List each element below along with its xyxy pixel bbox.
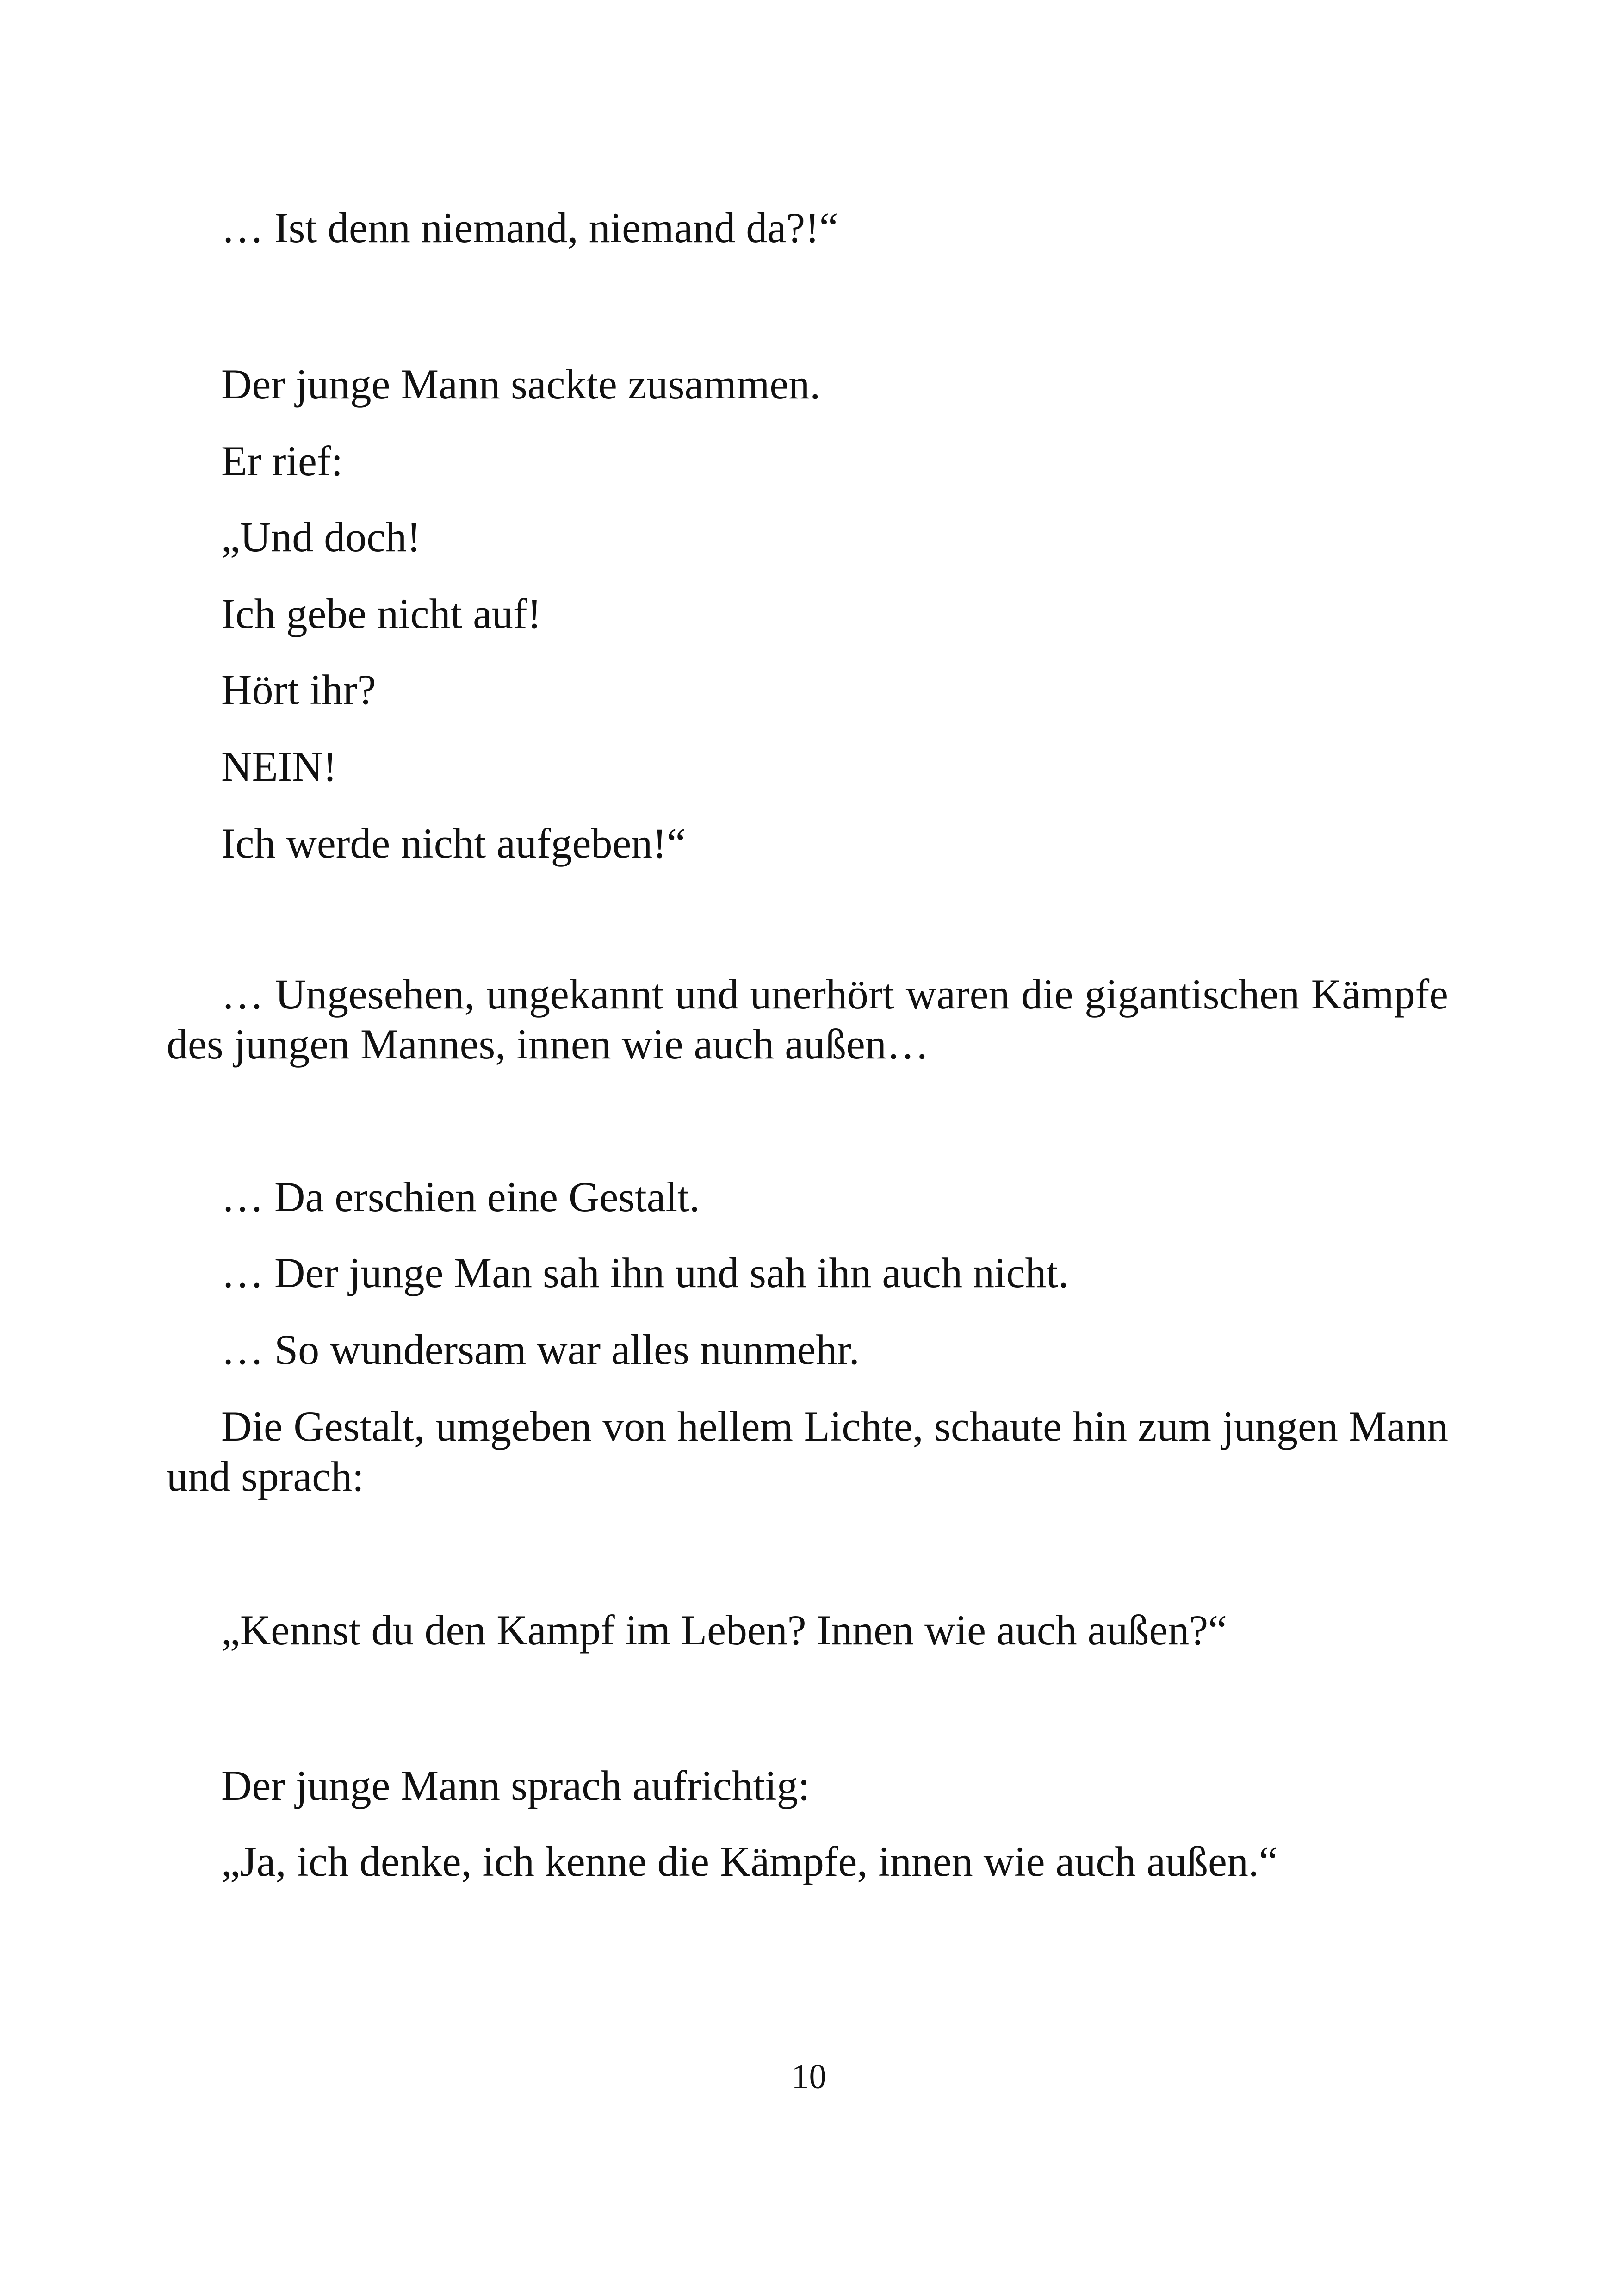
text-line: Der junge Mann sprach aufrichtig:	[221, 1762, 810, 1809]
text-line: Hört ihr?	[221, 666, 376, 713]
text-line: Der junge Mann sackte zusammen.	[221, 361, 821, 408]
text-line: … Da erschien eine Gestalt.	[221, 1173, 700, 1220]
paragraph: … Ungesehen, ungekannt und unerhört waren die gigantischen Kämpfe des jungen Mannes, innen wie auch außen…	[167, 971, 1448, 1068]
text-line: Ich werde nicht aufgeben!“	[221, 820, 686, 867]
text-line: … Der junge Man sah ihn und sah ihn auch nicht.	[221, 1249, 1069, 1296]
text-line: „Ja, ich denke, ich kenne die Kämpfe, innen wie auch außen.“	[221, 1838, 1278, 1885]
text-line: „Kennst du den Kampf im Leben? Innen wie auch außen?“	[221, 1606, 1227, 1654]
text-line: … Ist denn niemand, niemand da?!“	[221, 204, 838, 251]
text-line: NEIN!	[221, 743, 337, 790]
text-line: „Und doch!	[221, 513, 421, 560]
page-number: 10	[791, 2057, 827, 2096]
text-line: Ich gebe nicht auf!	[221, 590, 542, 637]
text-line: Er rief:	[221, 437, 343, 485]
text-line: … So wundersam war alles nunmehr.	[221, 1326, 860, 1373]
paragraph: Die Gestalt, umgeben von hellem Lichte, schaute hin zum jungen Mann und sprach:	[167, 1403, 1448, 1500]
